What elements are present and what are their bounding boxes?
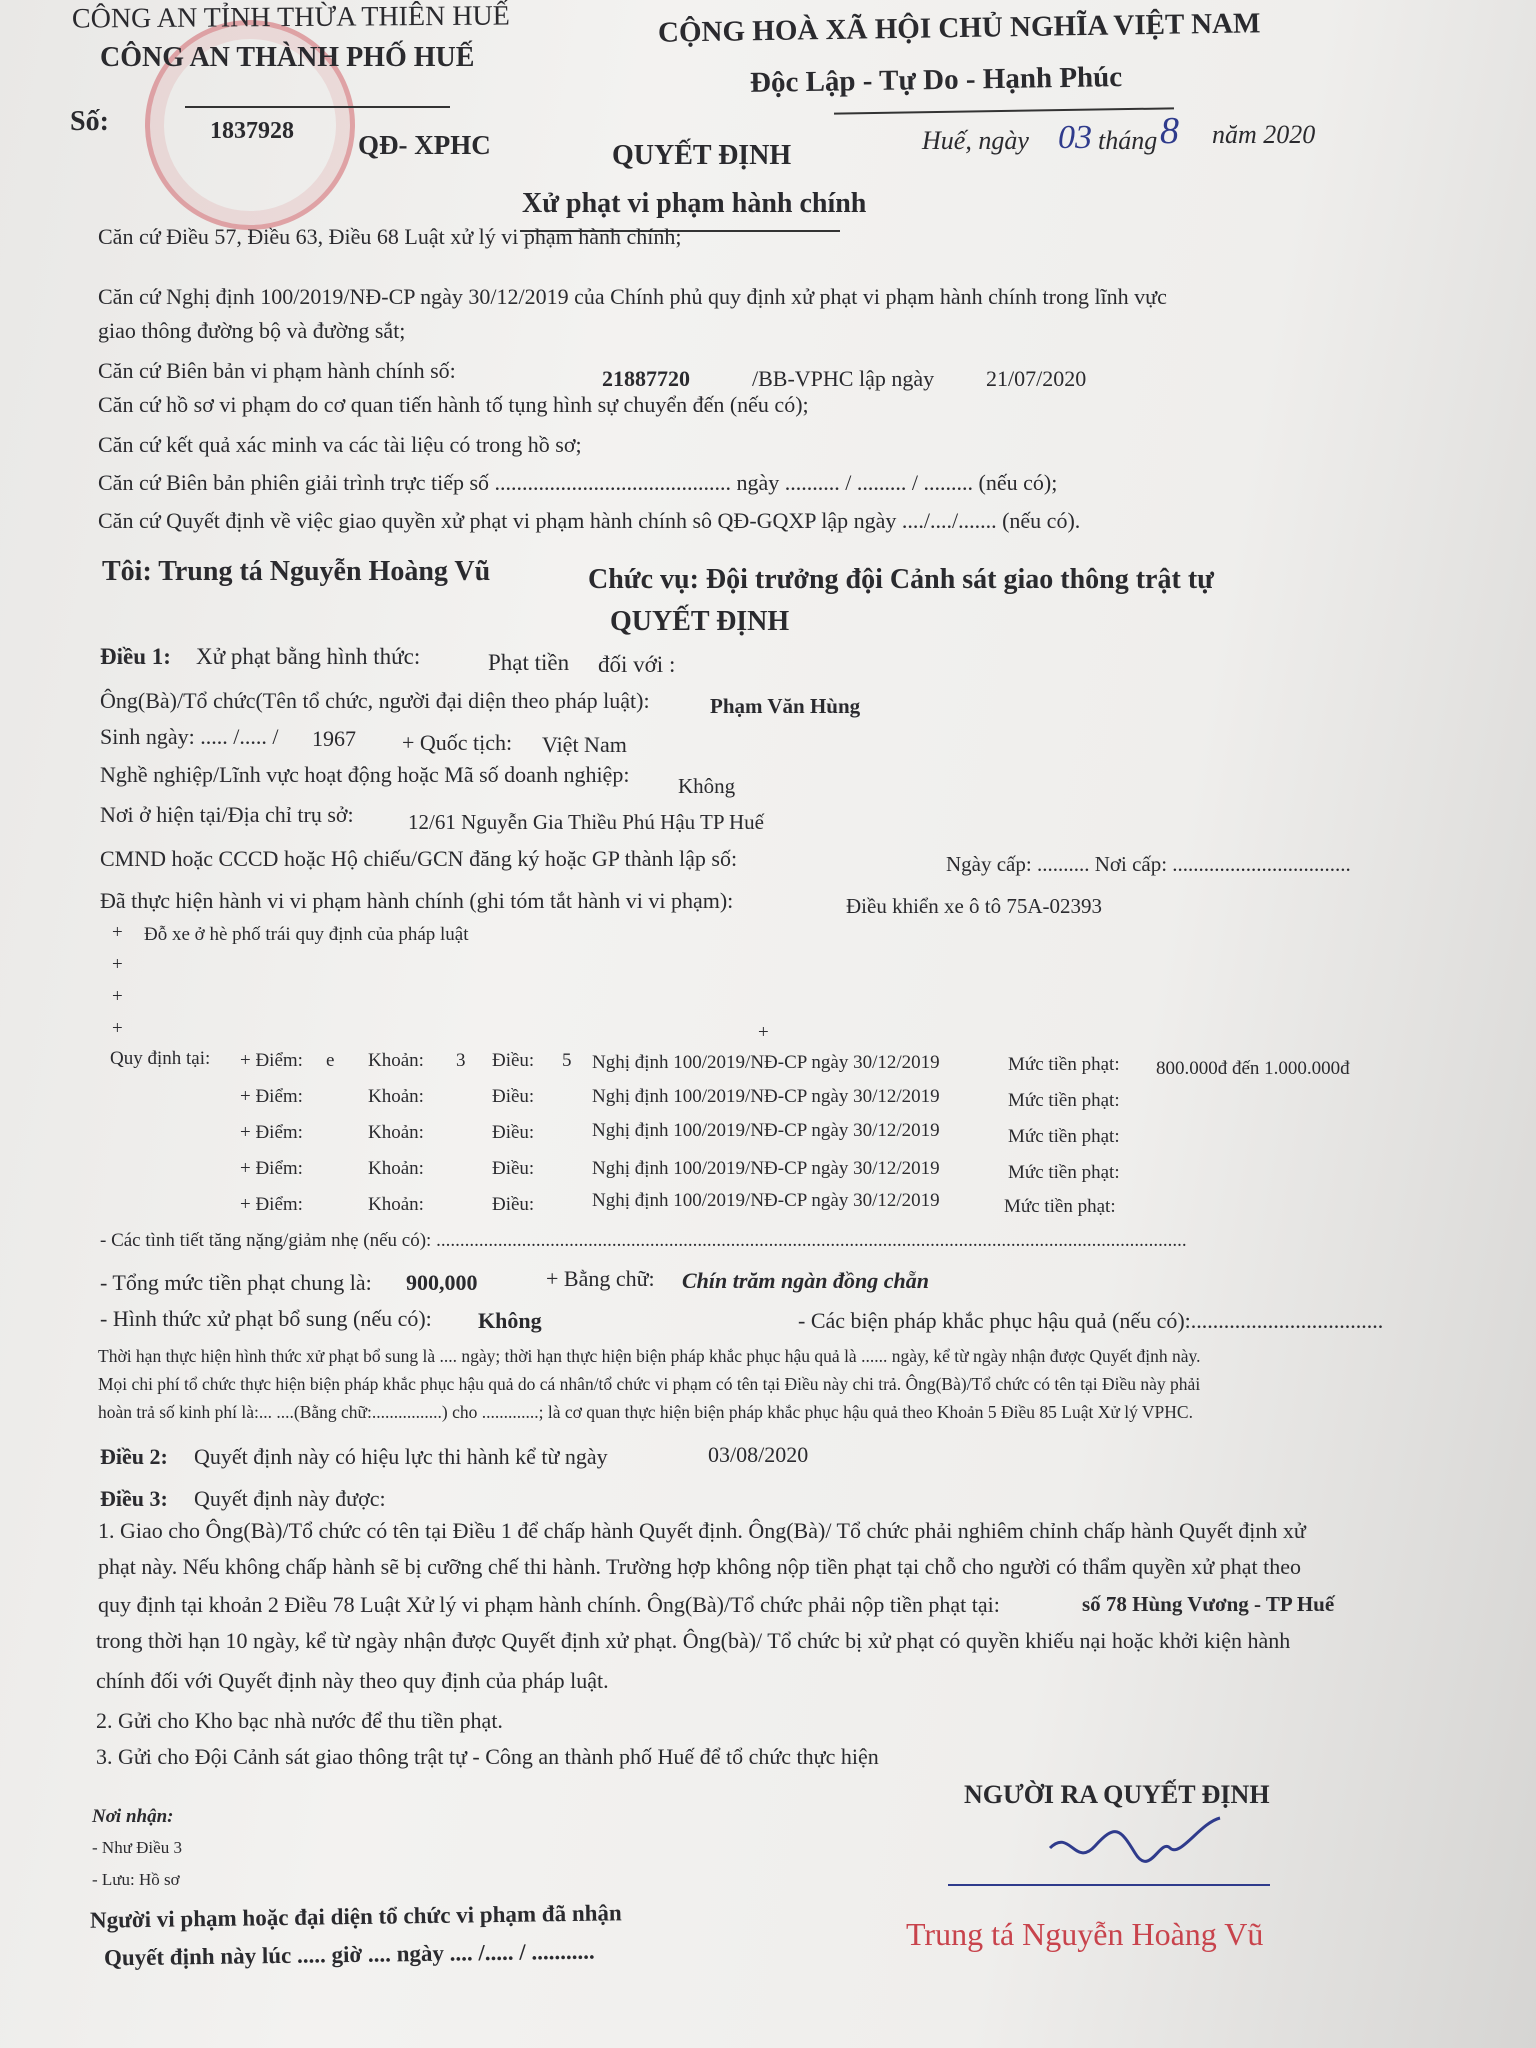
- decision-number: 1837928: [210, 118, 294, 144]
- recipient-1: - Như Điều 3: [92, 1838, 182, 1857]
- country-name: CỘNG HOÀ XÃ HỘI CHỦ NGHĨA VIỆT NAM: [657, 7, 1261, 49]
- rule-decree: Nghị định 100/2019/NĐ-CP ngày 30/12/2019: [592, 1120, 940, 1141]
- violation-detail: Đỗ xe ở hè phố trái quy định của pháp luật: [144, 924, 469, 945]
- id-label: CMND hoặc CCCD hoặc Hộ chiếu/GCN đăng ký hoặc GP thành lập số:: [100, 846, 738, 871]
- date-day: 03: [1058, 119, 1092, 156]
- number-label: Số:: [70, 106, 109, 137]
- address-value: 12/61 Nguyễn Gia Thiều Phú Hậu TP Huế: [408, 810, 764, 834]
- article3-para-2: phạt này. Nếu không chấp hành sẽ bị cưỡng chế thi hành. Trường hợp không nộp tiền phạt tại chỗ cho người có thẩm quyền xử phạt theo: [98, 1554, 1301, 1579]
- decision-heading: QUYẾT ĐỊNH: [610, 606, 790, 637]
- article2-label: Điều 2:: [100, 1444, 168, 1469]
- violation-bullet-1: +: [112, 922, 123, 943]
- rule-fine-value: 800.000đ đến 1.000.000đ: [1156, 1058, 1350, 1079]
- rule-decree: Nghị định 100/2019/NĐ-CP ngày 30/12/2019: [592, 1052, 940, 1073]
- rule-decree: Nghị định 100/2019/NĐ-CP ngày 30/12/2019: [592, 1086, 940, 1107]
- rule-article-label: Điều:: [492, 1086, 535, 1107]
- article3-label: Điều 3:: [100, 1486, 168, 1511]
- payment-place: số 78 Hùng Vương - TP Huế: [1082, 1592, 1335, 1616]
- document-subtitle: Xử phạt vi phạm hành chính: [522, 188, 867, 219]
- signer-heading: NGƯỜI RA QUYẾT ĐỊNH: [964, 1780, 1270, 1809]
- nationality-value: Việt Nam: [542, 732, 627, 757]
- officer-position: Chức vụ: Đội trưởng đội Cảnh sát giao thông trật tự: [588, 564, 1214, 595]
- violation-bullet-5: +: [758, 1022, 769, 1043]
- receipt-line-1: Người vi phạm hoặc đại diện tổ chức vi phạm đã nhận: [89, 1900, 622, 1933]
- extra-penalty-value: Không: [478, 1308, 542, 1333]
- rule-point-label: + Điểm:: [240, 1086, 303, 1107]
- rule-point-label: + Điểm:: [240, 1050, 303, 1071]
- id-issue: Ngày cấp: .......... Nơi cấp: ..................................: [946, 852, 1351, 876]
- total-words-value: Chín trăm ngàn đồng chẵn: [682, 1268, 929, 1293]
- article3-para-5: chính đối với Quyết định này theo quy định của pháp luật.: [96, 1668, 609, 1693]
- violation-vehicle: Điều khiển xe ô tô 75A-02393: [846, 894, 1103, 918]
- motto-underline: [834, 107, 1174, 114]
- basis-line-4-label: Căn cứ Biên bản vi phạm hành chính số:: [98, 358, 456, 383]
- agency-city: CÔNG AN THÀNH PHỐ HUẾ: [100, 42, 475, 73]
- report-suffix: /BB-VPHC lập ngày: [752, 366, 935, 391]
- rule-clause-label: Khoản:: [368, 1050, 424, 1071]
- violation-bullet-3: +: [112, 986, 123, 1007]
- recipient-2: - Lưu: Hồ sơ: [92, 1870, 180, 1889]
- job-value: Không: [678, 774, 736, 798]
- violation-label: Đã thực hiện hành vi vi phạm hành chính (ghi tóm tắt hành vi vi phạm):: [100, 888, 734, 913]
- agency-underline: [185, 106, 450, 108]
- rule-article-label: Điều:: [492, 1050, 535, 1071]
- rule-clause-label: Khoản:: [368, 1122, 424, 1143]
- basis-line-3: giao thông đường bộ và đường sắt;: [98, 318, 406, 343]
- rule-fine-label: Mức tiền phạt:: [1004, 1196, 1116, 1217]
- address-label: Nơi ở hiện tại/Địa chỉ trụ sở:: [100, 802, 354, 827]
- total-words-label: + Bằng chữ:: [546, 1266, 655, 1291]
- person-label: Ông(Bà)/Tổ chức(Tên tổ chức, người đại diện theo pháp luật):: [100, 688, 650, 713]
- remedy-label: - Các biện pháp khắc phục hậu quả (nếu có):...................................: [798, 1308, 1384, 1333]
- article3-para-6: 2. Gửi cho Kho bạc nhà nước để thu tiền phạt.: [96, 1708, 503, 1733]
- article1-form-value: Phạt tiền: [488, 650, 570, 675]
- rule-article-label: Điều:: [492, 1158, 535, 1179]
- article3-text: Quyết định này được:: [194, 1486, 386, 1511]
- report-number: 21887720: [602, 366, 690, 391]
- rule-clause-label: Khoản:: [368, 1158, 424, 1179]
- rule-fine-label: Mức tiền phạt:: [1008, 1162, 1120, 1183]
- rule-point-value: e: [326, 1050, 335, 1071]
- total-fine-label: - Tổng mức tiền phạt chung là:: [100, 1270, 372, 1295]
- rule-point-label: + Điểm:: [240, 1194, 303, 1215]
- rule-clause-value: 3: [456, 1050, 466, 1071]
- rule-decree: Nghị định 100/2019/NĐ-CP ngày 30/12/2019: [592, 1190, 940, 1211]
- basis-line-2: Căn cứ Nghị định 100/2019/NĐ-CP ngày 30/12/2019 của Chính phủ quy định xử phạt vi phạm hành chính trong lĩnh vực: [98, 284, 1167, 309]
- person-name: Phạm Văn Hùng: [710, 694, 861, 718]
- article3-para-1: 1. Giao cho Ông(Bà)/Tổ chức có tên tại Điều 1 để chấp hành Quyết định. Ông(Bà)/ Tổ chức phải nghiêm chỉnh chấp hành Quyết định xử: [98, 1518, 1306, 1543]
- rule-decree: Nghị định 100/2019/NĐ-CP ngày 30/12/2019: [592, 1158, 940, 1179]
- date-month: 8: [1160, 110, 1179, 152]
- rule-fine-label: Mức tiền phạt:: [1008, 1126, 1120, 1147]
- rule-point-label: + Điểm:: [240, 1122, 303, 1143]
- decision-number-suffix: QĐ- XPHC: [358, 130, 491, 160]
- report-date: 21/07/2020: [986, 366, 1087, 391]
- violation-bullet-2: +: [112, 954, 123, 975]
- rule-article-value: 5: [562, 1050, 572, 1071]
- basis-line-8: Căn cứ Quyết định về việc giao quyền xử phạt vi phạm hành chính sô QĐ-GQXP lập ngày ..../..../....... (nếu có).: [98, 508, 1081, 533]
- basis-line-5: Căn cứ hồ sơ vi phạm do cơ quan tiến hành tố tụng hình sự chuyển đến (nếu có);: [98, 392, 809, 417]
- recipients-label: Nơi nhận:: [92, 1806, 174, 1827]
- job-label: Nghề nghiệp/Lĩnh vực hoạt động hoặc Mã số doanh nghiệp:: [100, 762, 630, 787]
- rule-point-label: + Điểm:: [240, 1158, 303, 1179]
- rule-label: Quy định tại:: [110, 1048, 211, 1069]
- nationality-label: + Quốc tịch:: [402, 730, 513, 755]
- rule-fine-label: Mức tiền phạt:: [1008, 1090, 1120, 1111]
- article1-form-text: Xử phạt bằng hình thức:: [196, 644, 421, 669]
- signature-line: [948, 1884, 1270, 1886]
- article1-to-text: đối với :: [598, 652, 676, 677]
- article2-date: 03/08/2020: [708, 1442, 809, 1467]
- article3-para-3: quy định tại khoản 2 Điều 78 Luật Xử lý vi phạm hành chính. Ông(Bà)/Tổ chức phải nộp tiền phạt tại:: [98, 1592, 1000, 1617]
- document-title: QUYẾT ĐỊNH: [612, 140, 792, 171]
- article3-para-7: 3. Gửi cho Đội Cảnh sát giao thông trật tự - Công an thành phố Huế để tổ chức thực hiện: [96, 1744, 879, 1769]
- article3-para-4: trong thời hạn 10 ngày, kể từ ngày nhận được Quyết định xử phạt. Ông(bà)/ Tổ chức bị xử phạt có quyền khiếu nại hoặc khởi kiện hành: [96, 1628, 1291, 1653]
- small-print-2: Mọi chi phí tổ chức thực hiện biện pháp khắc phục hậu quả do cá nhân/tổ chức vi phạm có tên tại Điều này chi trả. Ông(Bà)/Tổ chức có tên tại Điều này phải: [98, 1374, 1201, 1394]
- circumstances-line: - Các tình tiết tăng nặng/giảm nhẹ (nếu có): ..............................................................................................................................................................: [100, 1230, 1187, 1251]
- small-print-1: Thời hạn thực hiện hình thức xử phạt bổ sung là .... ngày; thời hạn thực hiện biện pháp khắc phục hậu quả là ...... ngày, kể từ ngày nhận được Quyết định này.: [98, 1346, 1201, 1366]
- national-motto: Độc Lập - Tự Do - Hạnh Phúc: [749, 61, 1123, 99]
- total-fine-value: 900,000: [406, 1270, 478, 1295]
- dob-label: Sinh ngày: ..... /..... /: [100, 724, 279, 749]
- basis-line-1: Căn cứ Điều 57, Điều 63, Điều 68 Luật xử lý vi phạm hành chính;: [98, 224, 682, 249]
- signer-name: Trung tá Nguyễn Hoàng Vũ: [906, 1916, 1264, 1952]
- basis-line-6: Căn cứ kết quả xác minh va các tài liệu có trong hồ sơ;: [98, 432, 582, 457]
- handwritten-signature: [1040, 1808, 1230, 1878]
- date-year: năm 2020: [1212, 120, 1316, 149]
- article1-label: Điều 1:: [100, 644, 171, 669]
- rule-article-label: Điều:: [492, 1122, 535, 1143]
- agency-province: CÔNG AN TỈNH THỪA THIÊN HUẾ: [71, 0, 510, 35]
- article2-text: Quyết định này có hiệu lực thi hành kể từ ngày: [194, 1444, 608, 1469]
- small-print-3: hoàn trả số kinh phí là:... ....(Bằng chữ:................) cho .............; là cơ quan thực hiện biện pháp khắc phục hậu quả theo Khoản 5 Điều 85 Luật Xử lý VPHC.: [98, 1402, 1193, 1422]
- basis-line-7: Căn cứ Biên bản phiên giải trình trực tiếp số ........................................... ngày .......... / ......... / ......... (nếu có);: [98, 470, 1058, 495]
- rule-clause-label: Khoản:: [368, 1086, 424, 1107]
- extra-penalty-label: - Hình thức xử phạt bổ sung (nếu có):: [100, 1306, 432, 1331]
- date-month-label: tháng: [1098, 126, 1158, 155]
- officer-name: Tôi: Trung tá Nguyễn Hoàng Vũ: [102, 556, 491, 587]
- rule-article-label: Điều:: [492, 1194, 535, 1215]
- rule-clause-label: Khoản:: [368, 1194, 424, 1215]
- date-prefix: Huế, ngày: [922, 126, 1029, 155]
- dob-year: 1967: [312, 726, 356, 751]
- rule-fine-label: Mức tiền phạt:: [1008, 1054, 1120, 1075]
- receipt-line-2: Quyết định này lúc ..... giờ .... ngày .... /..... / ...........: [103, 1938, 595, 1971]
- violation-bullet-4: +: [112, 1018, 123, 1039]
